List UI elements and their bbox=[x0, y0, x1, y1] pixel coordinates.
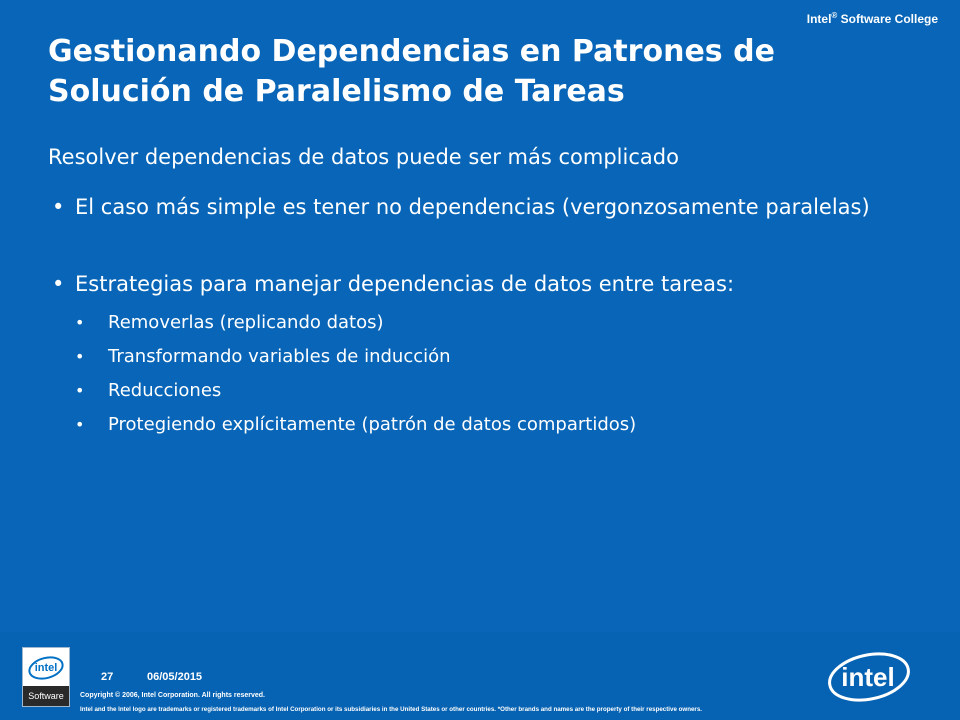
sub-bullet-item: • Protegiendo explícitamente (patrón de datos compartidos) bbox=[75, 408, 908, 442]
bullet-dot-icon: • bbox=[52, 272, 65, 296]
sub-bullet-item: • Reducciones bbox=[75, 374, 908, 408]
intro-text: Resolver dependencias de datos puede ser más complicado bbox=[48, 145, 679, 169]
bullet-dot-icon: • bbox=[75, 381, 85, 400]
sub-bullet-item: • Removerlas (replicando datos) bbox=[75, 306, 908, 340]
sub-bullet-item: • Transformando variables de inducción bbox=[75, 340, 908, 374]
slide-title: Gestionando Dependencias en Patrones de Solución de Paralelismo de Tareas bbox=[48, 34, 775, 109]
bullet-item: • El caso más simple es tener no dependencias (vergonzosamente paralelas) bbox=[48, 192, 908, 223]
intel-software-logo bbox=[22, 647, 70, 707]
slide-date: 06/05/2015 bbox=[147, 671, 203, 683]
sub-bullet-list bbox=[48, 306, 908, 442]
page-number: 27 bbox=[101, 671, 114, 683]
bullet-list bbox=[48, 192, 908, 442]
brand-label: Intel® Software College bbox=[806, 11, 938, 26]
bullet-item: • Estrategias para manejar dependencias de datos entre tareas: bbox=[48, 269, 908, 300]
intel-swirl-icon bbox=[23, 648, 69, 686]
bullet-dot-icon: • bbox=[75, 313, 85, 332]
svg-text:intel: intel bbox=[34, 662, 58, 674]
svg-text:intel: intel bbox=[841, 662, 895, 692]
intel-logo-icon bbox=[826, 644, 916, 706]
bullet-dot-icon: • bbox=[75, 415, 85, 434]
footer bbox=[0, 632, 960, 720]
legal-text: Intel and the Intel logo are trademarks or registered trademarks of Intel Corporation or its subsidiaries in the United States or other countries. *Other brands and names are the property of their respective owners. bbox=[80, 706, 702, 713]
bullet-dot-icon: • bbox=[52, 195, 65, 219]
software-label: Software bbox=[23, 686, 69, 706]
bullet-dot-icon: • bbox=[75, 347, 85, 366]
copyright-text: Copyright © 2006, Intel Corporation. All rights reserved. bbox=[80, 692, 265, 699]
